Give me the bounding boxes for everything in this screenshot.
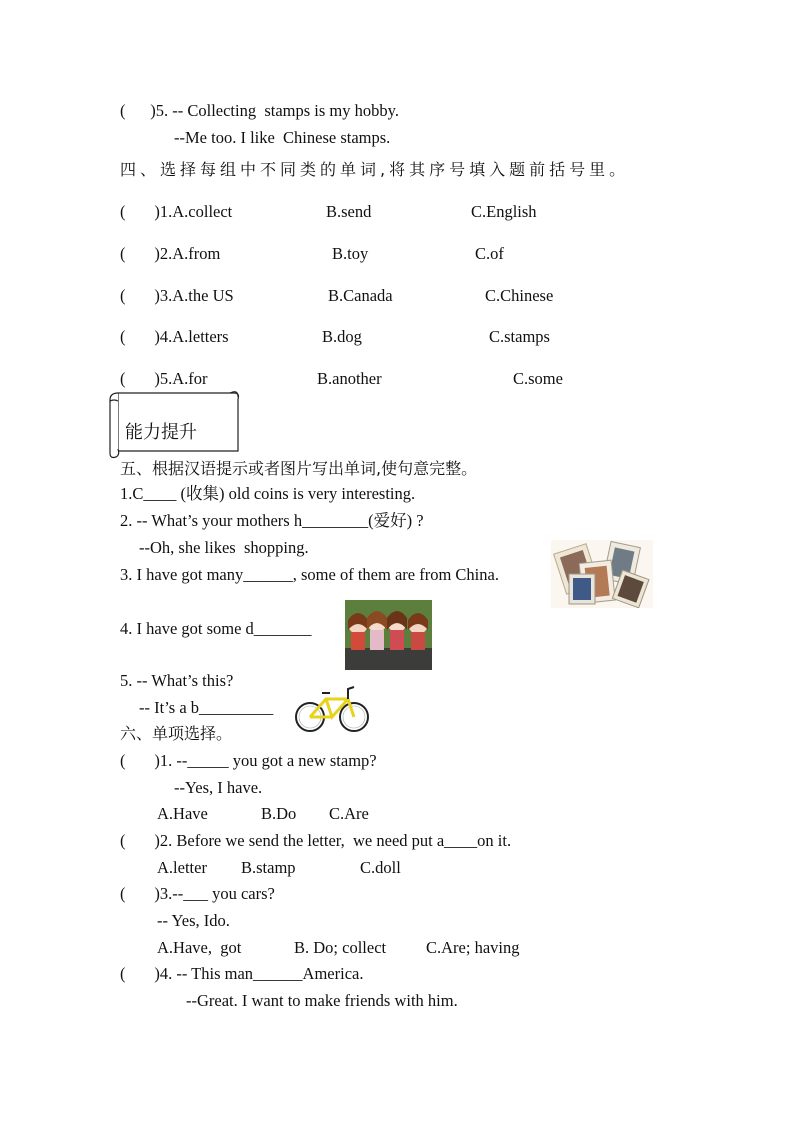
sec4-item-5-b: B.another: [317, 369, 382, 388]
sec4-item-2: ( )2.A.from: [120, 244, 221, 263]
section-4-title: 四、选择每组中不同类的单词,将其序号填入题前括号里。: [120, 160, 630, 179]
sec6-q3: ( )3.--___ you cars?: [120, 884, 275, 903]
question-3-5: ( )5. -- Collecting stamps is my hobby.: [120, 101, 399, 120]
sec6-q1-reply: --Yes, I have.: [174, 778, 263, 797]
sec4-item-2-b: B.toy: [332, 244, 369, 263]
sec6-q2-option-a: A.letter: [157, 858, 207, 877]
sec4-item-1-c: C.English: [471, 202, 537, 221]
sec4-item-4-c: C.stamps: [489, 327, 550, 346]
banner-label: 能力提升: [125, 422, 197, 443]
bicycle-image: [292, 679, 372, 737]
sec6-q1-option-b: B.Do: [261, 804, 297, 823]
sec6-q1-option-c: C.Are: [329, 804, 369, 823]
sec5-q3: 3. I have got many______, some of them are from China.: [120, 565, 499, 584]
sec4-item-1-b: B.send: [326, 202, 372, 221]
question-3-5-reply: --Me too. I like Chinese stamps.: [174, 128, 391, 147]
sec6-q3-option-a: A.Have, got: [157, 938, 242, 957]
sec4-item-3-c: C.Chinese: [485, 286, 554, 305]
sec4-item-5-c: C.some: [513, 369, 563, 388]
sec6-q1: ( )1. --_____ you got a new stamp?: [120, 751, 377, 770]
sec4-item-1: ( )1.A.collect: [120, 202, 233, 221]
sec4-item-4: ( )4.A.letters: [120, 327, 229, 346]
sec5-q5-reply: -- It’s a b_________: [139, 698, 274, 717]
sec6-q4: ( )4. -- This man______America.: [120, 964, 364, 983]
sec6-q2-option-c: C.doll: [360, 858, 401, 877]
dolls-image: [345, 600, 432, 670]
sec4-item-4-b: B.dog: [322, 327, 362, 346]
sec6-q3-option-c: C.Are; having: [426, 938, 520, 957]
sec6-q1-option-a: A.Have: [157, 804, 208, 823]
section-6-title: 六、单项选择。: [120, 724, 233, 743]
sec5-q2-reply: --Oh, she likes shopping.: [139, 538, 309, 557]
sec4-item-2-c: C.of: [475, 244, 504, 263]
sec6-q4-reply: --Great. I want to make friends with him.: [186, 991, 458, 1010]
sec6-q3-option-b: B. Do; collect: [294, 938, 387, 957]
stamps-image: [551, 540, 653, 608]
sec6-q3-reply: -- Yes, Ido.: [157, 911, 230, 930]
sec5-q2: 2. -- What’s your mothers h________(爱好) ?: [120, 511, 424, 530]
sec6-q2-option-b: B.stamp: [241, 858, 296, 877]
section-5-title: 五、根据汉语提示或者图片写出单词,使句意完整。: [120, 459, 478, 478]
sec5-q5: 5. -- What’s this?: [120, 671, 234, 690]
sec4-item-5: ( )5.A.for: [120, 369, 208, 388]
sec5-q1: 1.C____ (收集) old coins is very interesting.: [120, 484, 416, 503]
sec5-q4: 4. I have got some d_______: [120, 619, 312, 638]
sec4-item-3: ( )3.A.the US: [120, 286, 234, 305]
sec6-q2: ( )2. Before we send the letter, we need put a____on it.: [120, 831, 512, 850]
sec4-item-3-b: B.Canada: [328, 286, 393, 305]
